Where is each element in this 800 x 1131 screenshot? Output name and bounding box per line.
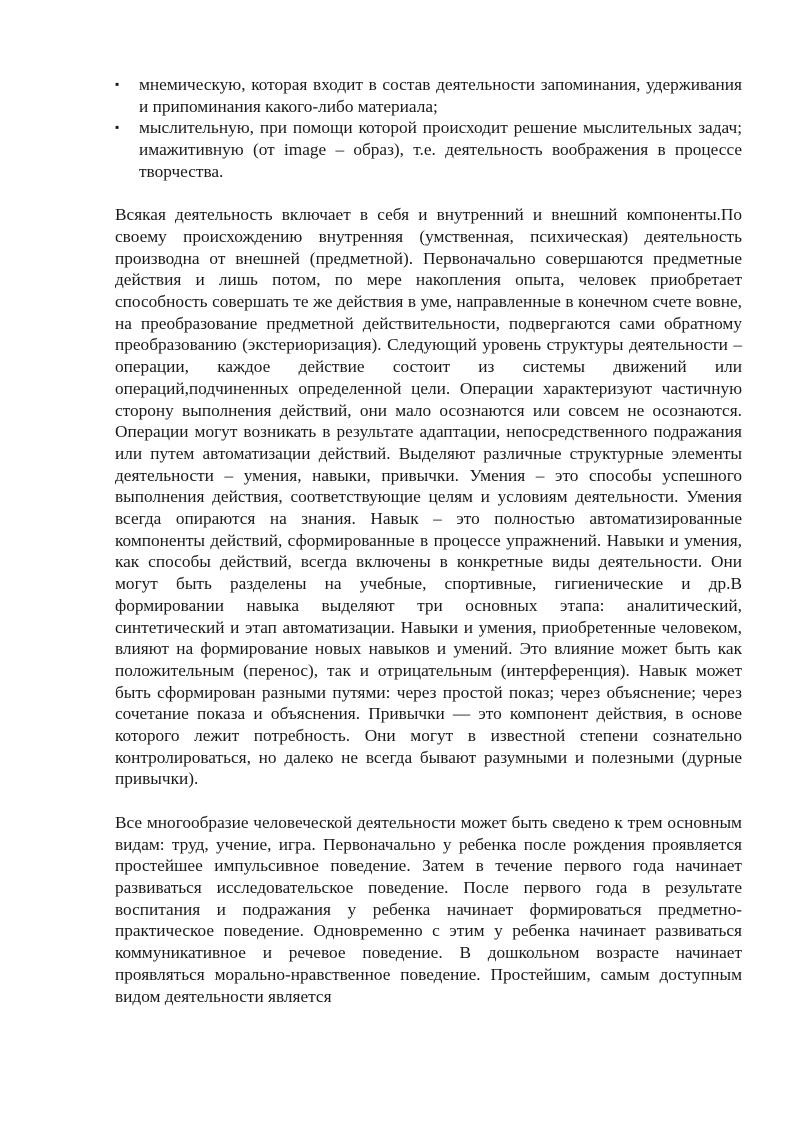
bullet-marker: ▪ — [115, 120, 120, 135]
bullet-marker: ▪ — [115, 77, 120, 91]
list-item — [115, 74, 742, 117]
list-item-text: мнемическую, которая входит в состав деятельности запоминания, удерживания и припоминания какого-либо материала; — [139, 75, 742, 116]
document-page — [115, 74, 742, 1007]
paragraph-spacer — [115, 790, 742, 812]
list-item — [115, 117, 742, 182]
paragraph-activity-structure: Всякая деятельность включает в себя и внутренний и внешний компоненты.По своему происхождению внутренняя (умственная, психическая) деятельность производна от внешней (предметной). Первоначально совершаются предметные действия и лишь потом, по мере накопления опыта, человек приобретает способность совершать те же действия в уме, направленные в конечном счете вовне, на преобразование предметной действительности, подвергаются сами обратному преобразованию (экстериоризация). Следующий уровень структуры деятельности – операции, каждое действие состоит из системы движений или операций,подчиненных определенной цели. Операции характеризуют частичную сторону выполнения действий, они мало осознаются или совсем не осознаются. Операции могут возникать в результате адаптации, непосредственного подражания или путем автоматизации действий. Выделяют различные структурные элементы деятельности – умения, навыки, привычки. Умения – это способы успешного выполнения действия, соответствующие целям и условиям деятельности. Умения всегда опираются на знания. Навык – это полностью автоматизированные компоненты действий, сформированные в процессе упражнений. Навыки и умения, как способы действий, всегда включены в конкретные виды деятельности. Они могут быть разделены на учебные, спортивные, гигиенические и др.В формировании навыка выделяют три основных этапа: аналитический, синтетический и этап автоматизации. Навыки и умения, приобретенные человеком, влияют на формирование новых навыков и умений. Это влияние может быть как положительным (перенос), так и отрицательным (интерференция). Навык может быть сформирован разными путями: через простой показ; через объяснение; через сочетание показа и объяснения. Привычки — это компонент действия, в основе которого лежит потребность. Они могут в известной степени сознательно контролироваться, но далеко не всегда бывают разумными и полезными (дурные привычки). — [115, 205, 742, 789]
paragraph-activity-types: Все многообразие человеческой деятельности может быть сведено к трем основным видам: труд, учение, игра. Первоначально у ребенка после рождения проявляется простейшее импульсивное поведение. Затем в течение первого года начинает развиваться исследовательское поведение. После первого года в результате воспитания и подражания у ребенка начинает формироваться предметно-практическое поведение. Одновременно с этим у ребенка начинает развиваться коммуникативное и речевое поведение. В дошкольном возрасте начинает проявляться морально-нравственное поведение. Простейшим, самым доступным видом деятельности является — [115, 812, 742, 1006]
bullet-list — [115, 74, 742, 183]
list-item-text: мыслительную, при помощи которой происходит решение мыслительных задач; имажитивную (от image – образ), т.е. деятельность воображения в процессе творчества. — [139, 118, 742, 181]
paragraph-spacer — [115, 183, 742, 205]
